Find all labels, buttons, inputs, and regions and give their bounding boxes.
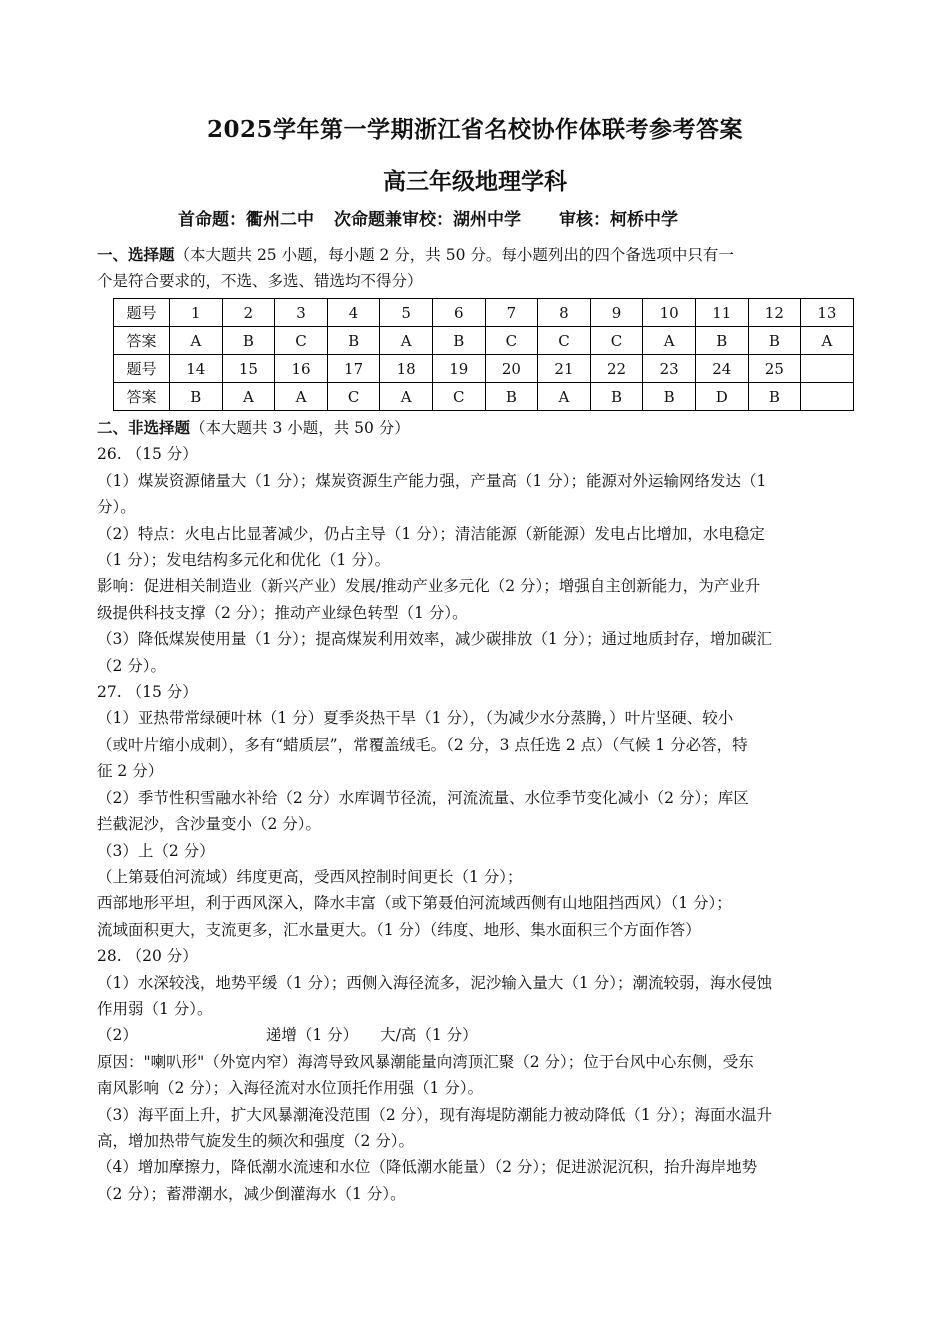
answer-cell: A xyxy=(170,327,223,355)
answer-line: （2）季节性积雪融水补给（2 分）水库调节径流，河流流量、水位季节变化减小（2 分）；库区 xyxy=(97,788,749,807)
answer-line: （1）亚热带常绿硬叶林（1 分）夏季炎热干旱（1 分），（为减少水分蒸腾，）叶片坚硬、较小 xyxy=(97,709,734,728)
section2-desc: （本大题共 3 小题，共 50 分） xyxy=(190,419,410,437)
answer-cell: A xyxy=(380,383,433,411)
row-label: 答案 xyxy=(114,327,170,355)
question-28-title: 28. （20 分） xyxy=(97,947,198,966)
answer-line: 原因："喇叭形"（外宽内窄）海湾导致风暴潮能量向湾顶汇聚（2 分）；位于台风中心东侧，受东 xyxy=(97,1052,754,1071)
second-setter: 次命题兼审校：湖州中学 xyxy=(334,210,521,230)
answer-line: （2）特点：火电占比显著减少，仍占主导（1 分）；清洁能源（新能源）发电占比增加，水电稳定 xyxy=(97,524,765,543)
answer-cell: A xyxy=(538,383,591,411)
answer-cell: C xyxy=(327,383,380,411)
question-number-cell: 6 xyxy=(432,299,485,327)
answer-cell: B xyxy=(485,383,538,411)
answer-line: （或叶片缩小成刺），多有“蜡质层”，常覆盖绒毛。（2 分，3 点任选 2 点）（气候 1 分必答，特 xyxy=(97,735,748,754)
question-number-cell: 19 xyxy=(432,355,485,383)
answer-cell: C xyxy=(432,383,485,411)
question-number-cell: 11 xyxy=(695,299,748,327)
answer-line xyxy=(97,1022,857,1048)
question-number-cell: 13 xyxy=(801,299,854,327)
author-line xyxy=(178,205,678,230)
answer-line: 影响：促进相关制造业（新兴产业）发展/推动产业多元化（2 分）；增强自主创新能力，为产业升 xyxy=(97,577,761,596)
answer-cell: B xyxy=(748,327,801,355)
section2-heading: 二、非选择题 xyxy=(97,418,191,437)
answer-line: 级提供科技支撑（2 分）；推动产业绿色转型（1 分）。 xyxy=(97,603,468,622)
answer-line: （1）水深较浅，地势平缓（1 分）；西侧入海径流多，泥沙输入量大（1 分）；潮流较弱，海水侵蚀 xyxy=(97,973,772,992)
section1-desc-2: 个是符合要求的，不选、多选、错选均不得分） xyxy=(97,272,423,291)
answer-line: （2 分）；蓄滞潮水，减少倒灌海水（1 分）。 xyxy=(97,1184,406,1203)
section1-intro xyxy=(97,242,857,295)
question-number-cell: 8 xyxy=(538,299,591,327)
q28-2-number: （2） xyxy=(97,1026,138,1045)
answer-line: （3）上（2 分） xyxy=(97,841,215,860)
answer-cell: B xyxy=(748,383,801,411)
question-number-cell: 20 xyxy=(485,355,538,383)
answer-cell: B xyxy=(643,383,696,411)
answer-table xyxy=(113,298,854,411)
question-number-cell: 21 xyxy=(538,355,591,383)
answer-cell: B xyxy=(695,327,748,355)
answer-line: 征 2 分） xyxy=(97,762,164,781)
question-number-cell: 24 xyxy=(695,355,748,383)
question-number-cell: 16 xyxy=(275,355,328,383)
table-row xyxy=(114,327,854,355)
answer-cell: D xyxy=(695,383,748,411)
answer-cell: B xyxy=(170,383,223,411)
question-number-cell: 12 xyxy=(748,299,801,327)
question-number-cell: 14 xyxy=(170,355,223,383)
answer-line: （上第聂伯河流域）纬度更高，受西风控制时间更长（1 分）； xyxy=(97,867,523,886)
question-number-cell: 7 xyxy=(485,299,538,327)
question-number-cell: 18 xyxy=(380,355,433,383)
answer-cell: B xyxy=(327,327,380,355)
q28-2-answer-1: 递增（1 分） xyxy=(265,1026,359,1045)
question-number-cell: 10 xyxy=(643,299,696,327)
document-title: 2025学年第一学期浙江省名校协作体联考参考答案 xyxy=(206,116,743,143)
answer-cell: A xyxy=(222,383,275,411)
answer-line: （4）增加摩擦力，降低潮水流速和水位（降低潮水能量）（2 分）；促进淤泥沉积，抬升海岸地势 xyxy=(97,1158,758,1177)
answer-cell: C xyxy=(590,327,643,355)
answer-line: （1 分）；发电结构多元化和优化（1 分）。 xyxy=(97,551,391,570)
answer-line: 分）。 xyxy=(97,498,136,517)
answer-cell: A xyxy=(801,327,854,355)
answer-cell xyxy=(801,383,854,411)
answer-line: 南风影响（2 分）；入海径流对水位顶托作用强（1 分）。 xyxy=(97,1079,484,1098)
answer-cell: A xyxy=(380,327,433,355)
question-26-title: 26. （15 分） xyxy=(97,445,198,464)
answer-cell: C xyxy=(485,327,538,355)
row-label: 题号 xyxy=(114,355,170,383)
question-number-cell: 22 xyxy=(590,355,643,383)
section1-desc: （本大题共 25 小题，每小题 2 分，共 50 分。每小题列出的四个备选项中只有一 xyxy=(174,246,734,264)
question-number-cell: 25 xyxy=(748,355,801,383)
answer-cell: A xyxy=(275,383,328,411)
question-number-cell: 9 xyxy=(590,299,643,327)
first-setter: 首命题：衢州二中 xyxy=(178,210,314,230)
table-row xyxy=(114,299,854,327)
answer-cell: B xyxy=(432,327,485,355)
section2-body xyxy=(97,415,857,1207)
answer-line: （1）煤炭资源储量大（1 分）；煤炭资源生产能力强，产量高（1 分）；能源对外运输网络发达（1 xyxy=(97,471,767,490)
answer-line: （3）海平面上升，扩大风暴潮淹没范围（2 分），现有海堤防潮能力被动降低（1 分）；海面水温升 xyxy=(97,1105,772,1124)
answer-line: 高，增加热带气旋发生的频次和强度（2 分）。 xyxy=(97,1131,415,1150)
answer-line: 拦截泥沙，含沙量变小（2 分）。 xyxy=(97,815,322,834)
reviewer: 审核：柯桥中学 xyxy=(559,210,678,230)
answer-cell: A xyxy=(643,327,696,355)
question-number-cell xyxy=(801,355,854,383)
row-label: 答案 xyxy=(114,383,170,411)
table-row xyxy=(114,383,854,411)
document-subtitle: 高三年级地理学科 xyxy=(383,168,567,195)
question-number-cell: 2 xyxy=(222,299,275,327)
answer-line: （2 分）。 xyxy=(97,656,167,675)
question-27-title: 27. （15 分） xyxy=(97,683,198,702)
question-number-cell: 17 xyxy=(327,355,380,383)
question-number-cell: 5 xyxy=(380,299,433,327)
answer-cell: B xyxy=(590,383,643,411)
question-number-cell: 15 xyxy=(222,355,275,383)
section1-heading: 一、选择题 xyxy=(97,245,175,264)
table-row xyxy=(114,355,854,383)
question-number-cell: 23 xyxy=(643,355,696,383)
answer-line: 流域面积更大，支流更多，汇水量更大。（1 分）（纬度、地形、集水面积三个方面作答） xyxy=(97,920,701,939)
answer-line: （3）降低煤炭使用量（1 分）；提高煤炭利用效率，减少碳排放（1 分）；通过地质封存，增加碳汇 xyxy=(97,630,772,649)
q28-2-answer-2: 大/高（1 分） xyxy=(380,1026,478,1045)
answer-line: 作用弱（1 分）。 xyxy=(97,999,213,1018)
answer-cell: C xyxy=(538,327,591,355)
question-number-cell: 1 xyxy=(170,299,223,327)
answer-cell: C xyxy=(275,327,328,355)
row-label: 题号 xyxy=(114,299,170,327)
question-number-cell: 4 xyxy=(327,299,380,327)
answer-line: 西部地形平坦，利于西风深入，降水丰富（或下第聂伯河流域西侧有山地阻挡西风）（1 分）； xyxy=(97,894,732,913)
answer-cell: B xyxy=(222,327,275,355)
question-number-cell: 3 xyxy=(275,299,328,327)
